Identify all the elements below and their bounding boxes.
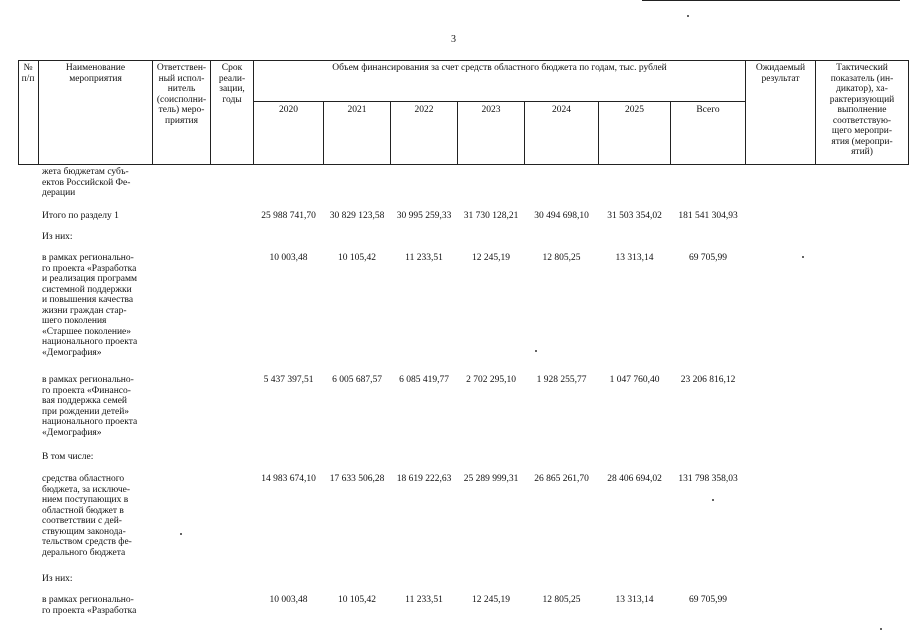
value-cell: 1 928 255,77 (536, 375, 587, 385)
scan-speck (535, 350, 537, 352)
value-cell: 6 005 687,57 (332, 375, 382, 385)
year-total: Всего (696, 105, 720, 115)
value-cell: 31 730 128,21 (463, 211, 519, 221)
top-rule (642, 0, 900, 1)
value-cell: 11 233,51 (405, 595, 443, 605)
scan-speck (880, 628, 882, 630)
year-2024: 2024 (552, 105, 571, 115)
value-cell: 12 245,19 (472, 253, 510, 263)
value-cell: 10 003,48 (269, 595, 308, 605)
header-number: № п/п (21, 63, 35, 84)
header-indicator: Тактический показатель (ин- дикатор), ха- рактеризующий выполнение соответствую- щего меропри- ятия (меропри- ятий) (829, 63, 895, 157)
value-cell: 26 865 261,70 (534, 474, 589, 484)
value-cell: 6 085 419,77 (399, 375, 449, 385)
value-cell: 1 047 760,40 (609, 375, 660, 385)
year-2021: 2021 (347, 105, 367, 115)
scan-speck (180, 533, 182, 535)
value-cell: 13 313,14 (615, 253, 654, 263)
year-2020: 2020 (279, 105, 298, 115)
value-cell: 13 313,14 (615, 595, 654, 605)
header-name: Наименование мероприятия (65, 63, 126, 84)
row-name: Из них: (42, 232, 73, 242)
row-name: в рамках регионально- го проекта «Разработка (42, 595, 137, 616)
value-cell: 30 829 123,58 (329, 211, 385, 221)
year-2025: 2025 (625, 105, 644, 115)
header-funding: Объем финансирования за счет средств областного бюджета по годам, тыс. рублей (332, 63, 667, 73)
row-name: в рамках регионально- го проекта «Финансо- вая поддержка семей при рождении детей» национального проекта «Демография» (42, 375, 138, 438)
scan-speck (802, 256, 804, 258)
value-cell: 69 705,99 (689, 595, 727, 605)
scan-speck (712, 499, 714, 501)
row-name: жета бюджетам субъ- ектов Российской Фе- дерации (42, 167, 131, 198)
value-cell: 25 289 999,31 (463, 474, 519, 484)
value-cell: 31 503 354,02 (607, 211, 662, 221)
value-cell: 69 705,99 (689, 253, 727, 263)
years-header-rule (253, 101, 745, 102)
value-cell: 10 003,48 (269, 253, 308, 263)
value-cell: 28 406 694,02 (607, 474, 662, 484)
row-name: В том числе: (42, 452, 94, 462)
value-cell: 5 437 397,51 (263, 375, 314, 385)
header-executor: Ответствен- ный испол- нитель (соисполни- тель) меро- приятия (156, 63, 207, 126)
header-result: Ожидаемый результат (755, 63, 806, 84)
value-cell: 10 105,42 (338, 253, 376, 263)
row-name: средства областного бюджета, за исключе- нием поступающих в областной бюджет в соответствии с дей- ствующим законода- тельством средств фе- дерального бюджета (42, 474, 132, 558)
row-name: Из них: (42, 574, 73, 584)
value-cell: 17 633 506,28 (329, 474, 385, 484)
value-cell: 12 245,19 (472, 595, 510, 605)
value-cell: 18 619 222,63 (396, 474, 452, 484)
scan-speck (687, 15, 689, 17)
row-name: Итого по разделу 1 (42, 211, 119, 221)
value-cell: 30 995 259,33 (396, 211, 452, 221)
row-name: в рамках регионально- го проекта «Разработка и реализация программ системной поддержки и повышения качества жизни граждан стар- шего поколения «Старшее поколение» национального проекта «Демография» (42, 253, 138, 358)
value-cell: 12 805,25 (542, 595, 581, 605)
header-bottom-border (18, 164, 909, 165)
value-cell: 23 206 816,12 (680, 375, 736, 385)
year-2023: 2023 (481, 105, 501, 115)
page-number: 3 (451, 34, 456, 45)
value-cell: 30 494 698,10 (534, 211, 589, 221)
value-cell: 12 805,25 (542, 253, 581, 263)
value-cell: 2 702 295,10 (466, 375, 516, 385)
value-cell: 10 105,42 (338, 595, 376, 605)
header-term: Срок реали- зации, годы (218, 63, 246, 105)
value-cell: 14 983 674,10 (261, 474, 316, 484)
value-cell: 131 798 358,03 (678, 474, 738, 484)
value-cell: 25 988 741,70 (261, 211, 316, 221)
value-cell: 181 541 304,93 (678, 211, 738, 221)
value-cell: 11 233,51 (405, 253, 443, 263)
year-2022: 2022 (414, 105, 434, 115)
col-border (908, 60, 909, 164)
